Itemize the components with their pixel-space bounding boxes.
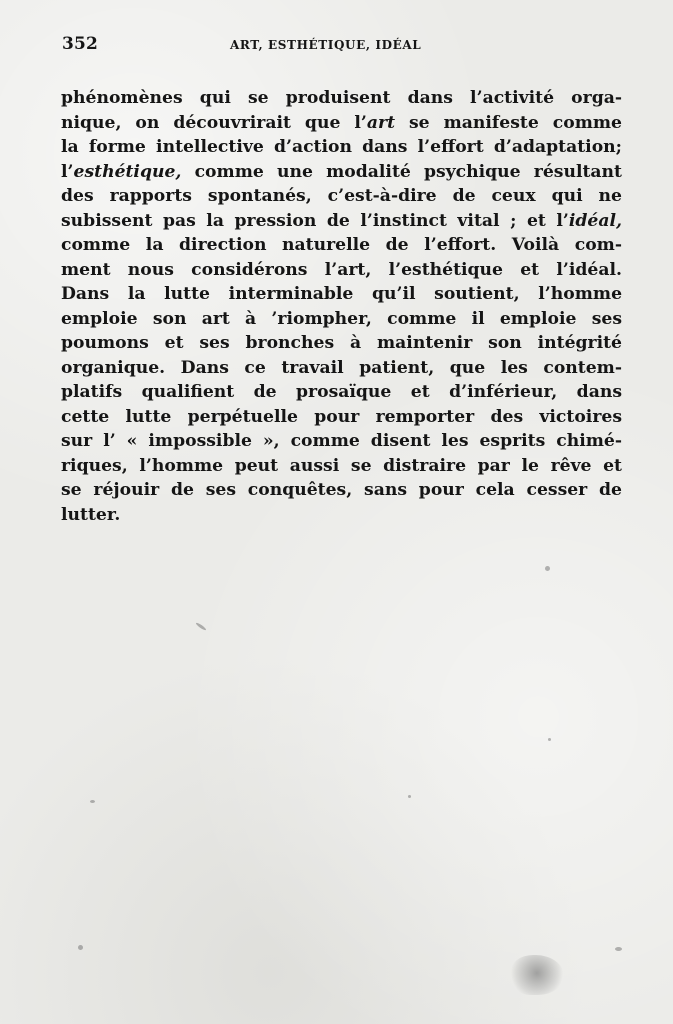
- italic-term-art: art: [366, 112, 396, 133]
- text-line: nique, on découvrirait que l’art se manifeste comme: [61, 112, 622, 133]
- text-line: sur l’ « impossible », comme disent les esprits chimé-: [61, 431, 622, 451]
- paper-speckle: [90, 800, 95, 803]
- text-line: se réjouir de ses conquêtes, sans pour cela cesser de: [61, 480, 622, 500]
- running-title: ART, ESTHÉTIQUE, IDÉAL: [230, 38, 422, 52]
- paper-speckle: [195, 622, 207, 631]
- text-line: subissent pas la pression de l’instinct vital ; et l’idéal,: [61, 210, 622, 231]
- text-line: Dans la lutte interminable qu’il soutient, l’homme: [61, 284, 622, 304]
- italic-term-ideal: idéal,: [568, 210, 622, 231]
- text-line: lutter.: [61, 504, 121, 525]
- text-line: organique. Dans ce travail patient, que les contem-: [61, 357, 622, 378]
- text-line: cette lutte perpétuelle pour remporter des victoires: [61, 406, 622, 427]
- page-header: [62, 34, 622, 58]
- text-line: l’esthétique, comme une modalité psychique résultant: [61, 161, 622, 182]
- text-line: platifs qualifient de prosaïque et d’inférieur, dans: [61, 382, 622, 402]
- paper-speckle: [548, 738, 551, 741]
- paper-speckle: [545, 566, 550, 571]
- text-line: poumons et ses bronches à maintenir son intégrité: [61, 333, 622, 353]
- text-line: comme la direction naturelle de l’effort. Voilà com-: [61, 235, 622, 255]
- paper-speckle: [408, 795, 411, 798]
- paper-speckle: [78, 945, 83, 950]
- text-line: riques, l’homme peut aussi se distraire par le rêve et: [61, 455, 622, 476]
- body-text: [61, 86, 622, 527]
- italic-term-esthetique: esthétique,: [73, 161, 182, 182]
- text-line: emploie son art à ’riompher, comme il emploie ses: [61, 308, 622, 329]
- text-line: des rapports spontanés, c’est-à-dire de ceux qui ne: [61, 186, 622, 206]
- page-number: 352: [62, 34, 99, 54]
- ink-blot: [510, 955, 564, 995]
- text-line: phénomènes qui se produisent dans l’activité orga-: [61, 88, 622, 108]
- paper-speckle: [615, 947, 622, 951]
- text-line: la forme intellective d’action dans l’effort d’adaptation;: [61, 137, 622, 157]
- text-line: ment nous considérons l’art, l’esthétique et l’idéal.: [61, 259, 622, 280]
